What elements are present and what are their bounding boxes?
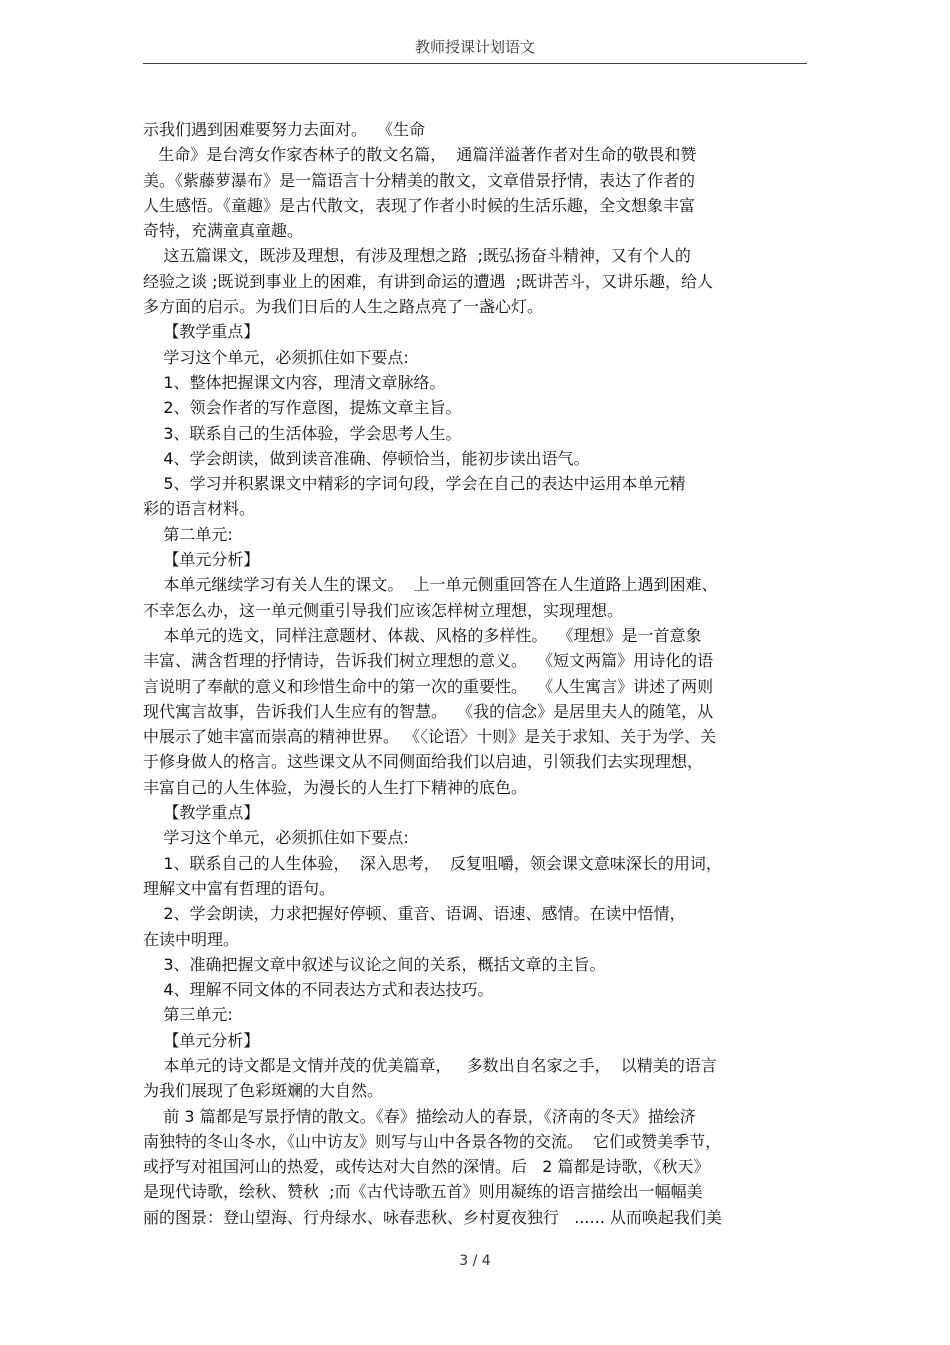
text-line: 南独特的冬山冬水，《山中访友》则写与山中各景各物的交流。 它们或赞美季节， <box>143 1131 722 1151</box>
text-line: 在读中明理。 <box>143 929 240 949</box>
page-header: 教师授课计划语文 <box>414 38 535 56</box>
text-line: 1、联系自己的人生体验， 深入思考， 反复咀嚼，领会课文意味深长的用词， <box>143 853 722 873</box>
text-line: 人生感悟。《童趣》是古代散文，表现了作者小时候的生活乐趣，全文想象丰富 <box>143 195 696 215</box>
header-divider <box>143 63 807 64</box>
text-line: 经验之谈 ;既说到事业上的困难，有讲到命运的遭遇 ;既讲苦斗，又讲乐趣，给人 <box>143 271 714 291</box>
text-line: 美。《紫藤萝瀑布》是一篇语言十分精美的散文，文章借景抒情，表达了作者的 <box>143 170 696 190</box>
text-line: 彩的语言材料。 <box>143 499 256 519</box>
text-line: 多方面的启示。为我们日后的人生之路点亮了一盏心灯。 <box>143 297 544 317</box>
text-line: 本单元继续学习有关人生的课文。 上一单元侧重回答在人生道路上遇到困难、 <box>143 575 718 595</box>
text-line: 2、领会作者的写作意图，提炼文章主旨。 <box>143 398 462 418</box>
page-number: 3 / 4 <box>459 1253 491 1269</box>
text-line: 本单元的诗文都是文情并茂的优美篇章， 多数出自名家之手， 以精美的语言 <box>143 1055 717 1075</box>
text-line: 5、学习并积累课文中精彩的字词句段，学会在自己的表达中运用本单元精 <box>143 474 686 494</box>
text-line: 不幸怎么办，这一单元侧重引导我们应该怎样树立理想，实现理想。 <box>143 600 624 620</box>
text-line: 本单元的选文，同样注意题材、体裁、风格的多样性。 《理想》是一首意象 <box>143 625 702 645</box>
text-line: 【单元分析】 <box>143 550 260 570</box>
text-line: 4、学会朗读，做到读音准确、停顿恰当，能初步读出语气。 <box>143 448 590 468</box>
text-line: 【教学重点】 <box>143 322 260 342</box>
text-line: 生命》是台湾女作家杏林子的散文名篇， 通篇洋溢著作者对生命的敬畏和赞 <box>143 145 697 165</box>
text-line: 现代寓言故事，告诉我们人生应有的智慧。 《我的信念》是居里夫人的随笔，从 <box>143 701 714 721</box>
text-line: 或抒写对祖国河山的热爱，或传达对大自然的深情。后 2 篇都是诗歌，《秋天》 <box>143 1157 710 1177</box>
text-line: 中展示了她丰富而崇高的精神世界。 《〈论语〉十则》是关于求知、关于为学、关 <box>143 727 717 747</box>
text-line: 言说明了奉献的意义和珍惜生命中的第一次的重要性。 《人生寓言》讲述了两则 <box>143 676 714 696</box>
text-line: 为我们展现了色彩斑斓的大自然。 <box>143 1081 384 1101</box>
text-line: 理解文中富有哲理的语句。 <box>143 878 336 898</box>
text-line: 【单元分析】 <box>143 1030 260 1050</box>
text-line: 学习这个单元，必须抓住如下要点: <box>143 347 409 367</box>
document-body <box>143 117 807 1230</box>
text-line: 于修身做人的格言。这些课文从不同侧面给我们以启迪，引领我们去实现理想， <box>143 752 704 772</box>
text-line: 丰富自己的人生体验，为漫长的人生打下精神的底色。 <box>143 777 528 797</box>
text-line: 第三单元: <box>143 1005 233 1025</box>
text-line: 4、理解不同文体的不同表达方式和表达技巧。 <box>143 980 494 1000</box>
text-line: 3、准确把握文章中叙述与议论之间的关系，概括文章的主旨。 <box>143 954 606 974</box>
text-line: 是现代诗歌，绘秋、赞秋 ;而《古代诗歌五首》则用凝练的语言描绘出一幅幅美 <box>143 1182 703 1202</box>
text-line: 丽的图景：登山望海、行舟绿水、咏春悲秋、乡村夏夜独行 ...... 从而唤起我们美 <box>143 1207 722 1227</box>
text-line: 丰富、满含哲理的抒情诗，告诉我们树立理想的意义。 《短文两篇》用诗化的语 <box>143 651 714 671</box>
text-line: 2、学会朗读，力求把握好停顿、重音、语调、语速、感情。在读中悟情， <box>143 904 686 924</box>
text-line: 1、整体把握课文内容，理清文章脉络。 <box>143 372 446 392</box>
text-line: 前 3 篇都是写景抒情的散文。《春》描绘动人的春景，《济南的冬天》描绘济 <box>143 1106 696 1126</box>
text-line: 学习这个单元，必须抓住如下要点: <box>143 828 409 848</box>
text-line: 3、联系自己的生活体验，学会思考人生。 <box>143 423 462 443</box>
text-line: 示我们遇到困难要努力去面对。 《生命 <box>143 120 426 139</box>
text-line: 这五篇课文，既涉及理想，有涉及理想之路 ;既弘扬奋斗精神，又有个人的 <box>143 246 691 266</box>
text-line: 【教学重点】 <box>143 803 260 823</box>
text-line: 第二单元: <box>143 524 233 544</box>
text-line: 奇特，充满童真童趣。 <box>143 221 304 241</box>
